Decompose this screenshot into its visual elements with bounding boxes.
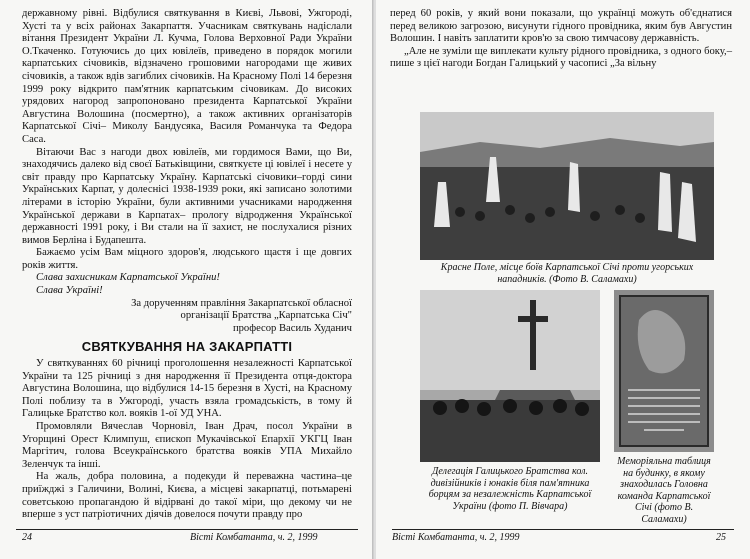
journal-title: Вісті Комбатанта, ч. 2, 1999 <box>392 532 520 543</box>
right-page <box>376 0 750 559</box>
slogan: Слава захисникам Карпатської України! <box>36 272 220 284</box>
caption-bottom-left: Делегація Галицького Братства кол. дивізійників і юнаків біля пам'ятника борцям за незалежність Карпатської України (фото П. Вівчара) <box>428 466 592 512</box>
paragraph: Промовляли Вячеслав Чорновіл, Іван Драч, посол України в Угорщині Орест Климпуш, єпископ Мукачівської Епархії УКГЦ Іван Маргітич, голова Всеукраїнського братства вояків УПА Михайло Зеленчук та інші. <box>22 421 352 470</box>
right-text-column <box>390 8 732 71</box>
journal-title: Вісті Комбатанта, ч. 2, 1999 <box>190 532 318 543</box>
paragraph: У святкуваннях 60 річниці проголошення незалежності Карпатської України та 125 річниці з дня народження її Президента отця-доктора Августина Волошина, що відбулися 14-15 березня в Хусті, на Красному Полі поблизу та в Ужгороді, участь взяла громадськість, в тому й Галицьке Братство кол. вояків 1-ої УД УНА. <box>22 358 352 420</box>
paragraph: Вітаючи Вас з нагоди двох ювілеїв, ми гордимося Вами, що Ви, знаходячись далеко від своєї Батьківщини, святкуєте ці ювілеї і несете у світ правду про Карпатську Україну. Карпатські січовики–горді сини Українських Карпат, у долеснісі 1938-1939 роки, які записано золотими літерами в історію України, були активними учасниками народження Української держави в Карпатах– прологу відродження Української державності 1991 року, і Ви стали на її захист, не послухалися різних вимов Берліна і Будапешта. <box>22 146 352 246</box>
paragraph: На жаль, добра половина, а подекуди й переважна частина–це приїжджі з Галичини, Волині, Києва, а місцеві закарпатці, потьмарені советською пропагандою й відірвані до такої міри, що декому чи не вперше з уст патріотичних діячів довелося почути правду про <box>22 471 352 521</box>
signature-line: професор Василь Худанич <box>232 322 352 334</box>
signature-line: організації Братства „Карпатська Січ" <box>180 310 352 322</box>
paragraph: „Але не зуміли ще виплекати культу рідного провідника, з одного боку,–пише з цієї нагоди Богдан Галицький у часописі „За вільну <box>390 45 732 70</box>
caption-top: Красне Поле, місце боїв Карпатської Січі проти угорських нападників. (Фото В. Саламахи) <box>440 262 694 285</box>
photo-crowd-krasne-pole <box>420 112 714 260</box>
photo-memorial-plaque <box>614 290 714 452</box>
left-text-column <box>22 8 352 522</box>
page-number: 24 <box>22 532 32 543</box>
caption-bottom-right: Меморіяльна таблиця на будинку, в якому знаходилась Головна команда Карпатської Січі (фото В. Саламахи) <box>617 456 711 525</box>
section-heading: СВЯТКУВАННЯ НА ЗАКАРПАТТІ <box>81 339 293 355</box>
photo-delegation-monument <box>420 290 600 462</box>
page-number: 25 <box>716 532 726 543</box>
signature-line: За дорученням правління Закарпатської обласної <box>131 297 352 309</box>
paragraph: Бажаємо усім Вам міцного здоров'я, людського щастя і ще довгих років життя. <box>22 247 352 271</box>
slogan: Слава Україні! <box>36 285 103 297</box>
left-page <box>0 0 374 559</box>
paragraph: перед 60 років, у який вони показали, що українці можуть об'єднатися перед великою загрозою, висунути гідного провідника, яким був Августин Волошин. І навіть заплатити кров'ю за свою тимчасову державність. <box>390 8 732 45</box>
paragraph: державному рівні. Відбулися святкування в Києві, Львові, Ужгороді, Хусті та у всіх районах Закарпаття. Учасникам святкувань надіслали вітання Президент України Л. Кучма, Голова Верховної Ради України О.Ткаченко. Готуючись до цих ювілеїв, приведено в порядок могили карпатських січовиків, відзначено грошовими нагородами ще живих січовиків, а також вдів загиблих січовиків. На Красному Полі 14 березня 1999 року відкрито пам'ятник карпатським січовикам. До високих урядових нагород запропоновано президента Карпатської України Августина Волошина (посмертно), а також активних організаторів Карпатської Січі– Миколу Бандусяка, Василя Романчука та Федора Саса. <box>22 8 352 145</box>
